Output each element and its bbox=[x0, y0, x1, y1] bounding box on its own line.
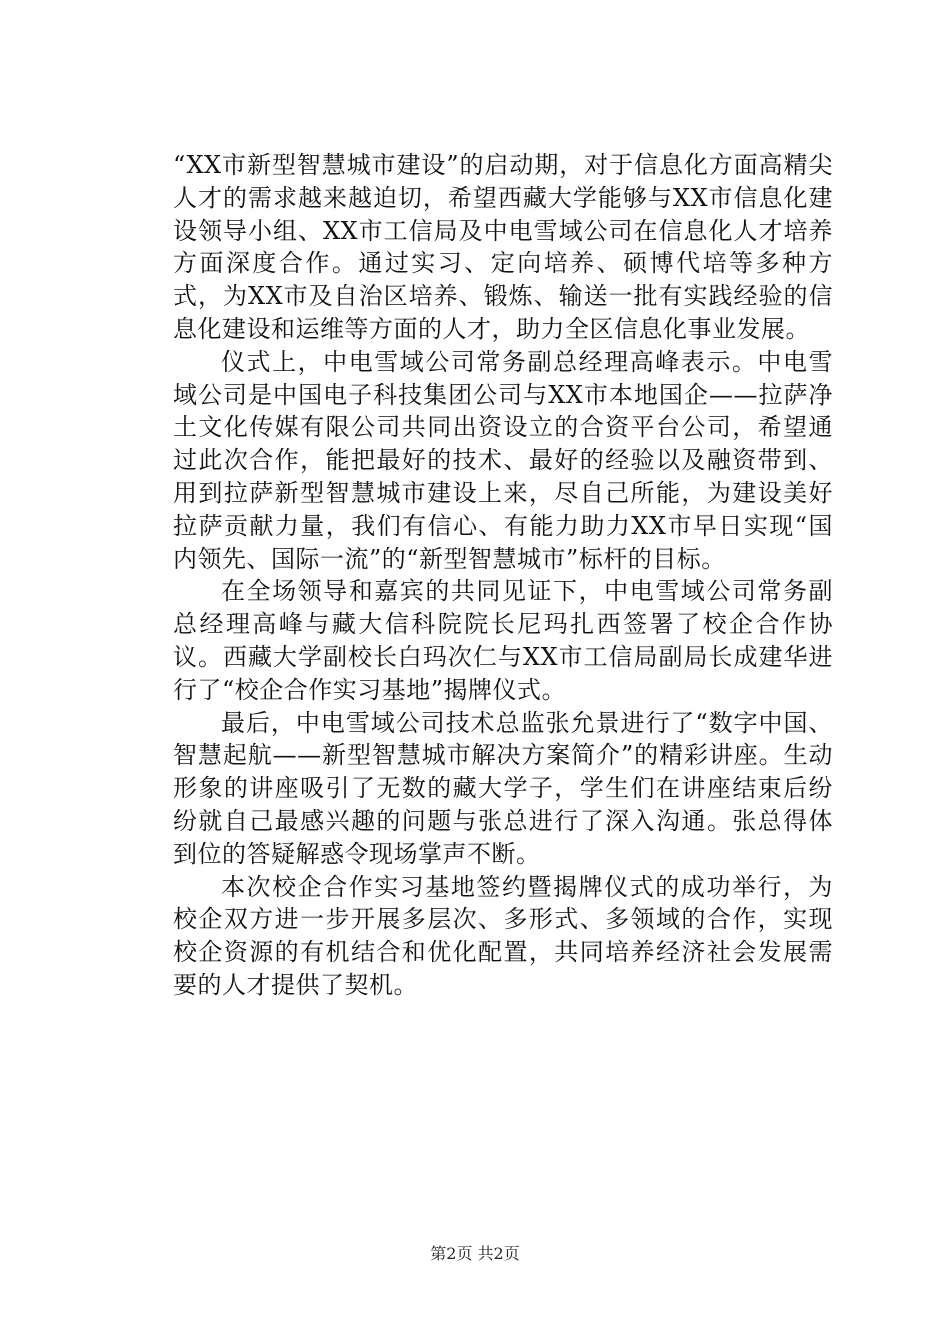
paragraph-conclusion: 本次校企合作实习基地签约暨揭牌仪式的成功举行，为校企双方进一步开展多层次、多形式、多领域的合作，实现校企资源的有机结合和优化配置，共同培养经济社会发展需要的人才提供了契机。 bbox=[173, 872, 833, 999]
paragraph-lecture: 最后，中电雪域公司技术总监张允景进行了“数字中国、智慧起航——新型智慧城市解决方案简介”的精彩讲座。生动形象的讲座吸引了无数的藏大学子，学生们在讲座结束后纷纷就自己最感兴趣的问题与张总进行了深入沟通。张总得体到位的答疑解惑令现场掌声不断。 bbox=[173, 708, 833, 868]
page-number-footer: 第2页 共2页 bbox=[430, 1244, 520, 1263]
document-body bbox=[173, 149, 833, 1002]
paragraph-continuation: “XX市新型智慧城市建设”的启动期，对于信息化方面高精尖人才的需求越来越迫切，希望西藏大学能够与XX市信息化建设领导小组、XX市工信局及中电雪域公司在信息化人才培养方面深度合作。通过实习、定向培养、硕博代培等多种方式，为XX市及自治区培养、锻炼、输送一批有实践经验的信息化建设和运维等方面的人才，助力全区信息化事业发展。 bbox=[173, 151, 833, 343]
paragraph-ceremony-speech: 仪式上，中电雪域公司常务副总经理高峰表示。中电雪域公司是中国电子科技集团公司与XX市本地国企——拉萨净土文化传媒有限公司共同出资设立的合资平台公司，希望通过此次合作，能把最好的技术、最好的经验以及融资带到、用到拉萨新型智慧城市建设上来，尽自己所能，为建设美好拉萨贡献力量，我们有信心、有能力助力XX市早日实现“国内领先、国际一流”的“新型智慧城市”标杆的目标。 bbox=[173, 347, 833, 573]
paragraph-agreement-signing: 在全场领导和嘉宾的共同见证下，中电雪域公司常务副总经理高峰与藏大信科院院长尼玛扎西签署了校企合作协议。西藏大学副校长白玛次仁与XX市工信局副局长成建华进行了“校企合作实习基地”揭牌仪式。 bbox=[173, 577, 833, 704]
